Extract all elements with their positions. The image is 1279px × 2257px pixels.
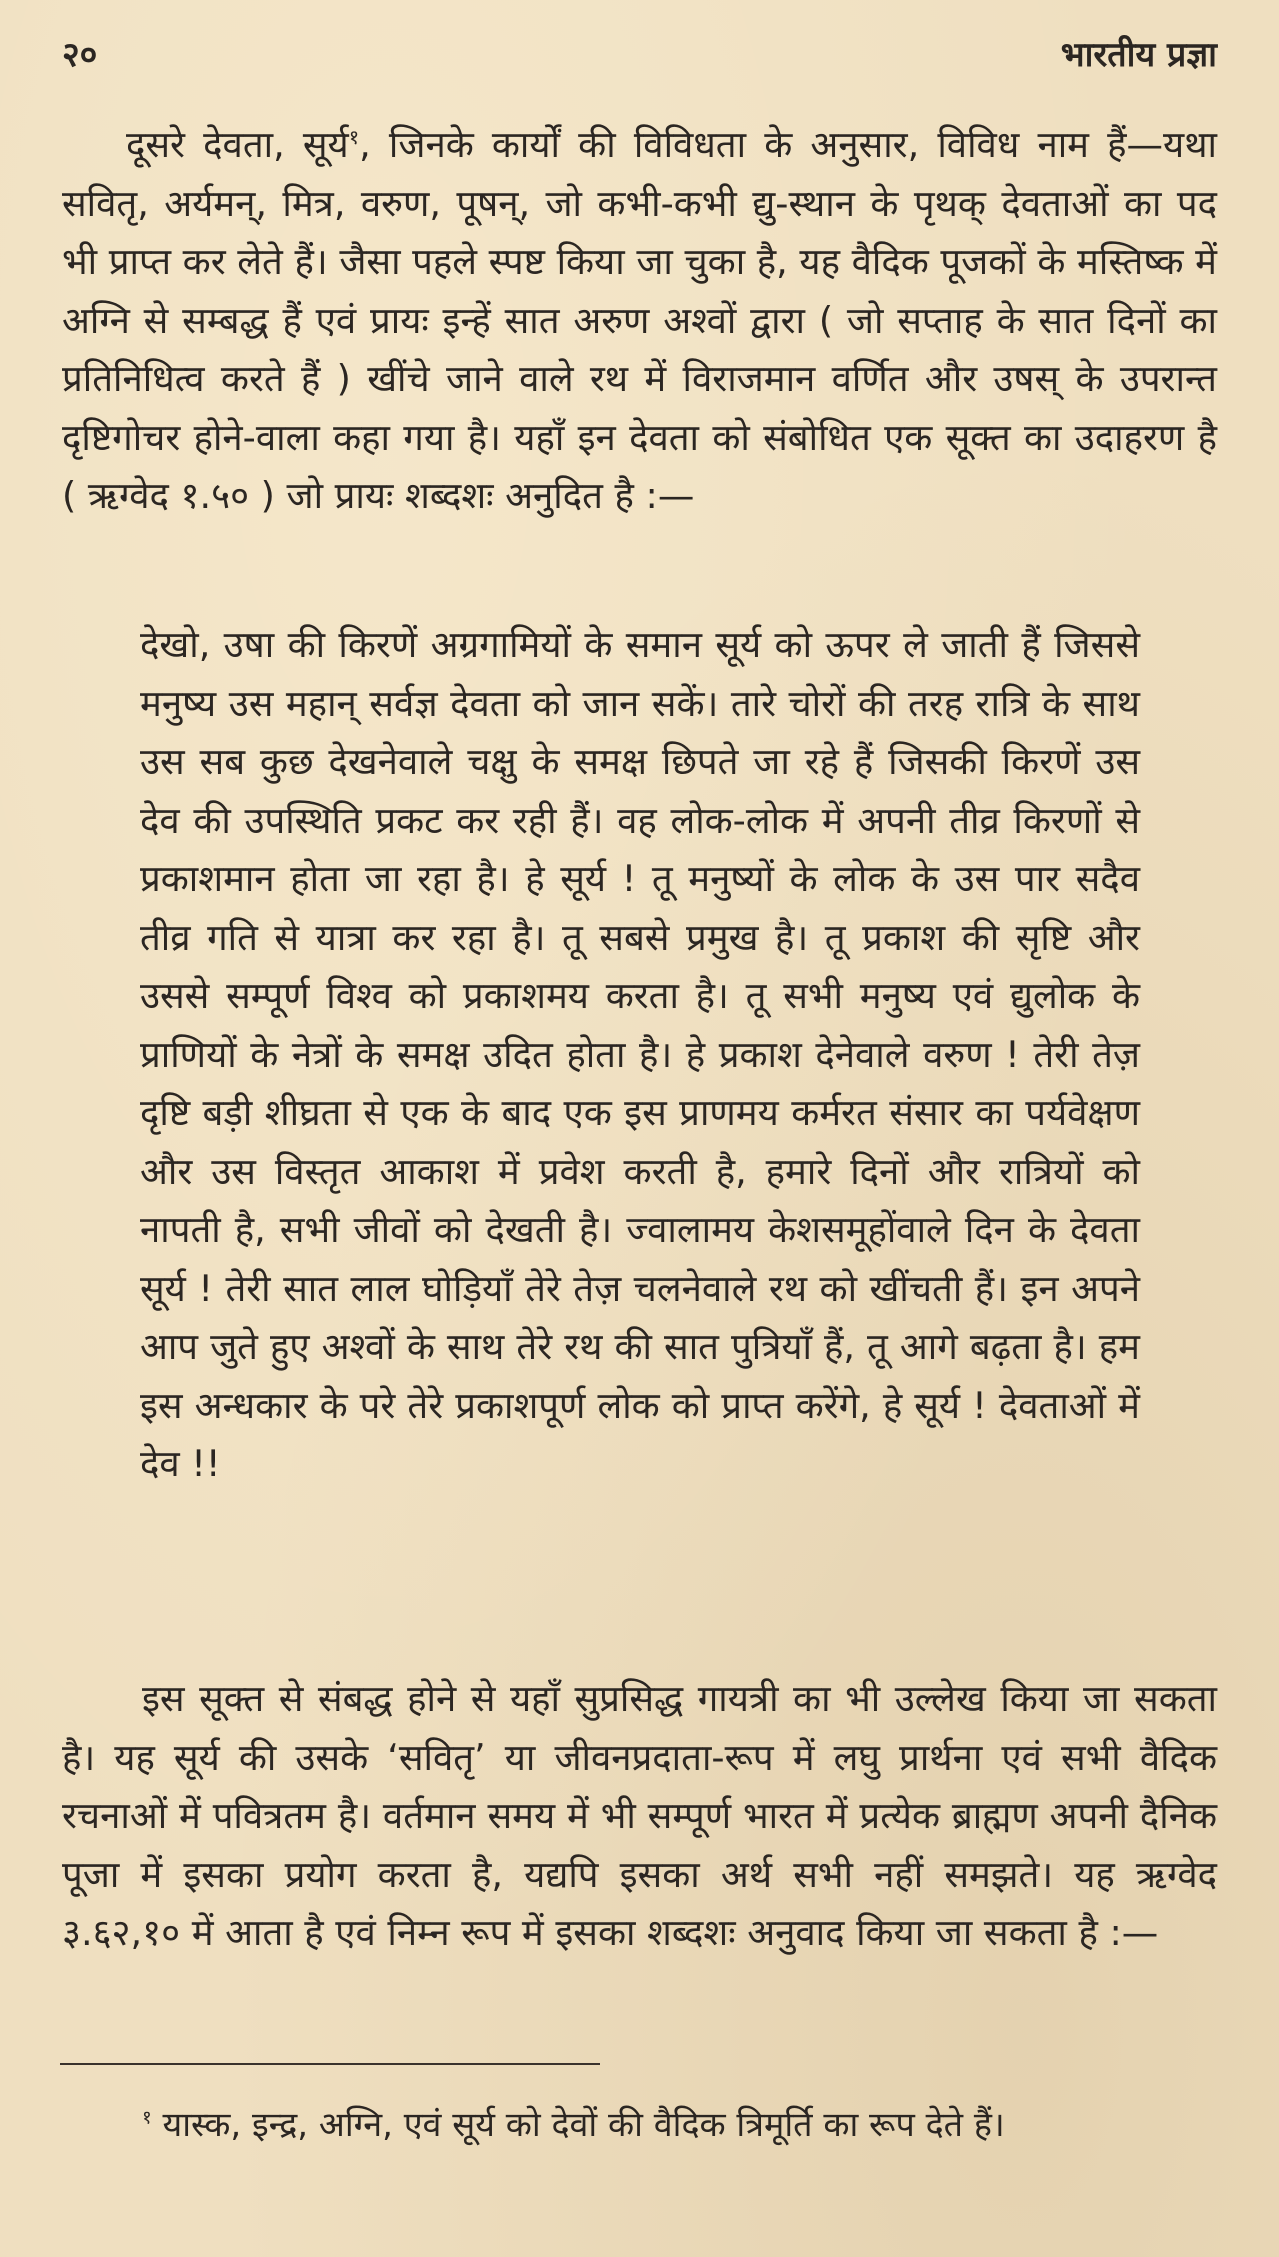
footnote-divider bbox=[60, 2063, 600, 2065]
page-number: २० bbox=[62, 35, 98, 75]
running-head bbox=[62, 30, 1217, 90]
footnote-reference: १ bbox=[348, 124, 360, 149]
body-paragraph-gayatri: इस सूक्त से संबद्ध होने से यहाँ सुप्रसिद्ध गायत्री का भी उल्लेख किया जा सकता है। यह सूर्य की उसके ‘सवितृ’ या जीवनप्रदाता-रूप में लघु प्रार्थना एवं सभी वैदिक रचनाओं में पवित्रतम है। वर्तमान समय में भी सम्पूर्ण भारत में प्रत्येक ब्राह्मण अपनी दैनिक पूजा में इसका प्रयोग करता है, यद्यपि इसका अर्थ सभी नहीं समझते। यह ऋग्वेद ३.६२,१० में आता है एवं निम्न रूप में इसका शब्दशः अनुवाद किया जा सकता है :— bbox=[62, 1677, 1217, 1954]
book-title: भारतीय प्रज्ञा bbox=[1060, 35, 1217, 75]
footnote-text: यास्क, इन्द्र, अग्नि, एवं सूर्य को देवों की वैदिक त्रिमूर्ति का रूप देते हैं। bbox=[151, 2105, 1005, 2145]
footnote bbox=[62, 2094, 1217, 2156]
rigveda-hymn-quote: देखो, उषा की किरणें अग्रगामियों के समान सूर्य को ऊपर ले जाती हैं जिससे मनुष्य उस महान् सर्वज्ञ देवता को जान सकें। तारे चोरों की तरह रात्रि के साथ उस सब कुछ देखनेवाले चक्षु के समक्ष छिपते जा रहे हैं जिसकी किरणें उस देव की उपस्थिति प्रकट कर रही हैं। वह लोक-लोक में अपनी तीव्र किरणों से प्रकाशमान होता जा रहा है। हे सूर्य ! तू मनुष्यों के लोक के उस पार सदैव तीव्र गति से यात्रा कर रहा है। तू सबसे प्रमुख है। तू प्रकाश की सृष्टि और उससे सम्पूर्ण विश्व को प्रकाशमय करता है। तू सभी मनुष्य एवं द्युलोक के प्राणियों के नेत्रों के समक्ष उदित होता है। हे प्रकाश देनेवाले वरुण ! तेरी तेज़ दृष्टि बड़ी शीघ्रता से एक के बाद एक इस प्राणमय कर्मरत संसार का पर्यवेक्षण और उस विस्तृत आकाश में प्रवेश करती है, हमारे दिनों और रात्रियों को नापती है, सभी जीवों को देखती है। ज्वालामय केशसमूहोंवाले दिन के देवता सूर्य ! तेरी सात लाल घोड़ियाँ तेरे तेज़ चलनेवाले रथ को खींचती हैं। इन अपने आप जुते हुए अश्वों के साथ तेरे रथ की सात पुत्रियाँ हैं, तू आगे बढ़ता है। हम इस अन्धकार के परे तेरे प्रकाशपूर्ण लोक को प्राप्त करेंगे, हे सूर्य ! देवताओं में देव !! bbox=[140, 623, 1140, 1485]
paragraph-text-rest: , जिनके कार्यों की विविधता के अनुसार, विविध नाम हैं—यथा सवितृ, अर्यमन्, मित्र, वरुण, पूषन्, जो कभी-कभी द्यु-स्थान के पृथक् देवताओं का पद भी प्राप्त कर लेते हैं। जैसा पहले स्पष्ट किया जा चुका है, यह वैदिक पूजकों के मस्तिष्क में अग्नि से सम्बद्ध हैं एवं प्रायः इन्हें सात अरुण अश्वों द्वारा ( जो सप्ताह के सात दिनों का प्रतिनिधित्व करते हैं ) खींचे जाने वाले रथ में विराजमान वर्णित और उषस् के उपरान्त दृष्टिगोचर होने-वाला कहा गया है। यहाँ इन देवता को संबोधित एक सूक्त का उदाहरण है ( ऋग्वेद १.५० ) जो प्रायः शब्दशः अनुदित है :— bbox=[62, 123, 1217, 517]
paragraph-text-start: दूसरे देवता, सूर्य bbox=[126, 123, 349, 166]
body-paragraph-surya-intro bbox=[62, 116, 1217, 526]
footnote-mark: १ bbox=[142, 2107, 152, 2129]
